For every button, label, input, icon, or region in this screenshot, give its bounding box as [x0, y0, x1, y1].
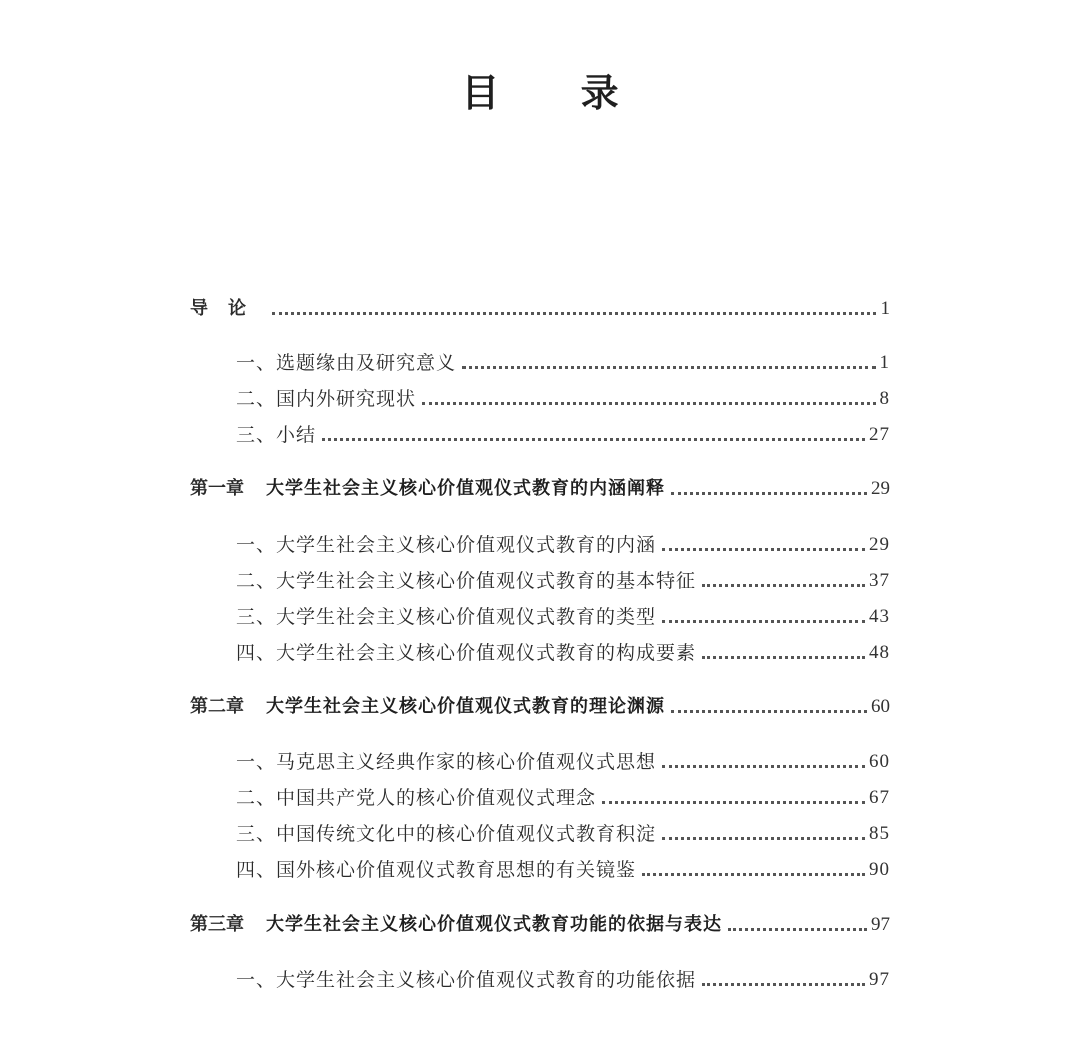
toc-entry-section[interactable] — [236, 817, 890, 847]
entry-label: 一、大学生社会主义核心价值观仪式教育的内涵 — [236, 534, 657, 556]
dot-leader — [702, 656, 865, 659]
toc-entry-section[interactable] — [236, 853, 890, 883]
entry-label: 一、马克思主义经典作家的核心价值观仪式思想 — [236, 751, 657, 773]
toc-entry-section[interactable] — [236, 346, 890, 376]
entry-page-number: 1 — [880, 298, 890, 319]
entry-page-number: 85 — [869, 823, 890, 844]
entry-page-number: 48 — [869, 642, 890, 663]
entry-label: 一、大学生社会主义核心价值观仪式教育的功能依据 — [236, 969, 697, 991]
entry-label: 大学生社会主义核心价值观仪式教育的理论渊源 — [266, 696, 665, 717]
dot-leader — [671, 710, 867, 713]
dot-leader — [702, 983, 865, 986]
toc-entry-section[interactable] — [236, 963, 890, 993]
entry-page-number: 27 — [869, 424, 890, 445]
entry-label: 二、大学生社会主义核心价值观仪式教育的基本特征 — [236, 570, 697, 592]
entry-label: 一、选题缘由及研究意义 — [236, 352, 457, 374]
chapter-number: 第二章 — [190, 696, 244, 717]
dot-leader — [602, 801, 865, 804]
entry-label: 二、国内外研究现状 — [236, 388, 417, 410]
dot-leader — [662, 548, 865, 551]
entry-label: 二、中国共产党人的核心价值观仪式理念 — [236, 787, 597, 809]
dot-leader — [728, 928, 867, 931]
entry-page-number: 1 — [879, 352, 890, 373]
entry-page-number: 29 — [869, 534, 890, 555]
toc-entry-chapter[interactable] — [190, 472, 890, 502]
page-title: 目 录 — [461, 71, 653, 115]
entry-label: 导论 — [190, 298, 266, 319]
toc-entry-section[interactable] — [236, 564, 890, 594]
entry-label: 大学生社会主义核心价值观仪式教育的内涵阐释 — [266, 478, 665, 499]
toc-entry-section[interactable] — [236, 418, 890, 448]
entry-page-number: 37 — [869, 570, 890, 591]
toc-entry-section[interactable] — [236, 600, 890, 630]
entry-label: 三、中国传统文化中的核心价值观仪式教育积淀 — [236, 823, 657, 845]
toc-entry-section[interactable] — [236, 382, 890, 412]
entry-page-number: 97 — [871, 914, 890, 935]
entry-label: 四、大学生社会主义核心价值观仪式教育的构成要素 — [236, 642, 697, 664]
dot-leader — [662, 837, 865, 840]
entry-page-number: 29 — [871, 478, 890, 499]
dot-leader — [272, 312, 876, 315]
dot-leader — [422, 402, 875, 405]
chapter-number: 第三章 — [190, 914, 244, 935]
toc-entry-section[interactable] — [236, 745, 890, 775]
dot-leader — [662, 765, 865, 768]
dot-leader — [671, 492, 867, 495]
entry-page-number: 67 — [869, 787, 890, 808]
entry-label: 大学生社会主义核心价值观仪式教育功能的依据与表达 — [266, 914, 722, 935]
entry-page-number: 60 — [869, 751, 890, 772]
entry-label: 三、小结 — [236, 424, 317, 446]
dot-leader — [702, 584, 865, 587]
dot-leader — [662, 620, 865, 623]
toc-entry-chapter[interactable] — [190, 690, 890, 720]
dot-leader — [642, 873, 865, 876]
entry-label: 四、国外核心价值观仪式教育思想的有关镜鉴 — [236, 859, 637, 881]
toc-entry-section[interactable] — [236, 528, 890, 558]
entry-label: 三、大学生社会主义核心价值观仪式教育的类型 — [236, 606, 657, 628]
dot-leader — [462, 366, 875, 369]
entry-page-number: 97 — [869, 969, 890, 990]
toc-entry-section[interactable] — [236, 781, 890, 811]
dot-leader — [322, 438, 865, 441]
entry-page-number: 43 — [869, 606, 890, 627]
toc-entry-chapter[interactable] — [190, 908, 890, 938]
toc-entry-intro[interactable] — [190, 292, 890, 322]
toc-entry-section[interactable] — [236, 636, 890, 666]
entry-page-number: 90 — [869, 859, 890, 880]
chapter-number: 第一章 — [190, 478, 244, 499]
entry-page-number: 60 — [871, 696, 890, 717]
entry-page-number: 8 — [879, 388, 890, 409]
